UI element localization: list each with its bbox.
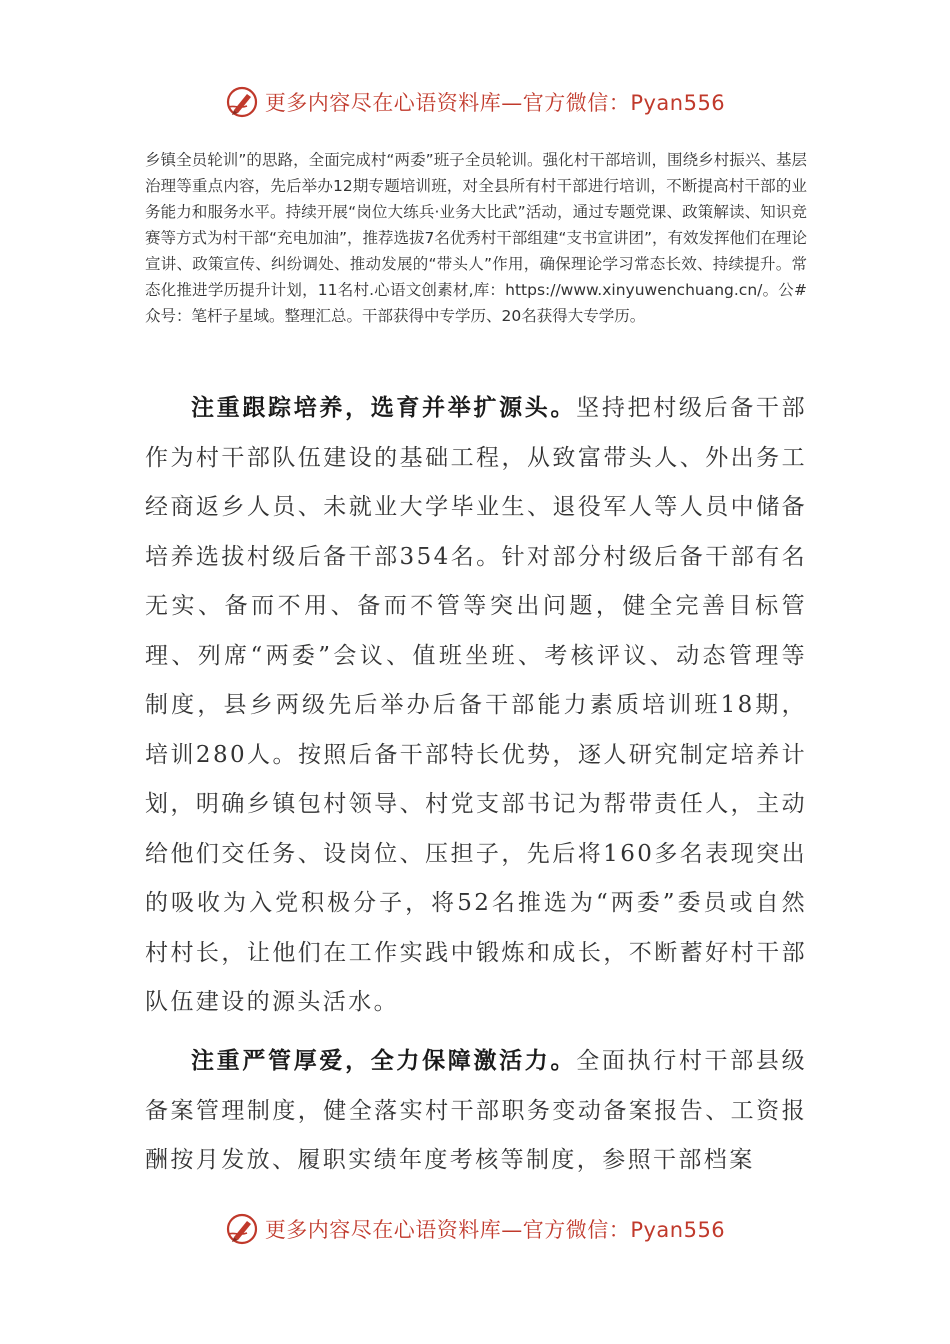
header-banner bbox=[0, 82, 950, 122]
pen-logo-icon bbox=[225, 85, 259, 119]
footer-banner-main: 更多内容尽在心语资料库—官方微信： bbox=[264, 1218, 631, 1242]
header-wechat-id: Pyan556 bbox=[630, 91, 726, 115]
body-paragraph-1 bbox=[145, 383, 807, 1028]
footer-wechat-id: Pyan556 bbox=[630, 1218, 726, 1242]
continuation-paragraph: 乡镇全员轮训”的思路，全面完成村“两委”班子全员轮训。强化村干部培训，围绕乡村振兴、基层治理等重点内容，先后举办12期专题培训班，对全县所有村干部进行培训，不断提高村干部的业务能力和服务水平。持续开展“岗位大练兵·业务大比武”活动，通过专题党课、政策解读、知识竞赛等方式为村干部“充电加油”，推荐选拔7名优秀村干部组建“支书宣讲团”，有效发挥他们在理论宣讲、政策宣传、纠纷调处、推动发展的“带头人”作用，确保理论学习常态长效、持续提升。常态化推进学历提升计划，11名村.心语文创素材,库：https://www.xinyuwenchuang.cn/。公#众号：笔杆子星域。整理汇总。干部获得中专学历、20名获得大专学历。 bbox=[145, 151, 807, 325]
paragraph-2-text: 全面执行村干部县级备案管理制度，健全落实村干部职务变动备案报告、工资报酬按月发放、履职实绩年度考核等制度，参照干部档案 bbox=[145, 1048, 807, 1173]
paragraph-1-text: 坚持把村级后备干部作为村干部队伍建设的基础工程，从致富带头人、外出务工经商返乡人员、未就业大学毕业生、退役军人等人员中储备培养选拔村级后备干部354名。针对部分村级后备干部有名无实、备而不用、备而不管等突出问题，健全完善目标管理、列席“两委”会议、值班坐班、考核评议、动态管理等制度，县乡两级先后举办后备干部能力素质培训班18期，培训280人。按照后备干部特长优势，逐人研究制定培养计划，明确乡镇包村领导、村党支部书记为帮带责任人，主动给他们交任务、设岗位、压担子，先后将160多名表现突出的吸收为入党积极分子，将52名推选为“两委”委员或自然村村长，让他们在工作实践中锻炼和成长，不断蓄好村干部队伍建设的源头活水。 bbox=[145, 395, 807, 1015]
footer-banner-text bbox=[265, 1214, 725, 1244]
paragraph-1-lead: 注重跟踪培养，选育并举扩源头。 bbox=[191, 394, 577, 421]
header-banner-main: 更多内容尽在心语资料库—官方微信： bbox=[264, 91, 631, 115]
footer-banner bbox=[0, 1209, 950, 1249]
body-paragraph-2 bbox=[145, 1036, 807, 1196]
paragraph-2-lead: 注重严管厚爱，全力保障激活力。 bbox=[191, 1047, 577, 1074]
header-banner-text bbox=[265, 87, 725, 117]
pen-logo-icon bbox=[225, 1212, 259, 1246]
